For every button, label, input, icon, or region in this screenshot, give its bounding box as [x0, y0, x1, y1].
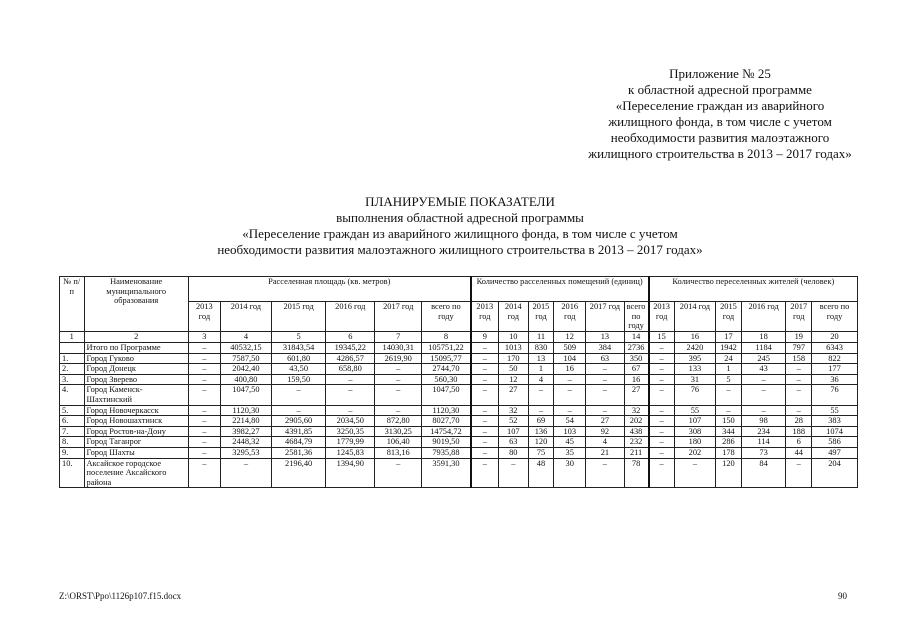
column-number: 4	[220, 332, 271, 343]
table-cell: 28	[786, 416, 812, 427]
table-cell: 438	[624, 426, 649, 437]
header-year-area: 2015 год	[271, 302, 325, 332]
table-cell: 103	[554, 426, 586, 437]
title-line: необходимости развития малоэтажного жилищного строительства в 2013 – 2017 годах»	[217, 242, 703, 257]
row-number: 1.	[60, 353, 85, 364]
table-row	[60, 405, 858, 416]
table-cell: 7587,50	[220, 353, 271, 364]
column-number: 17	[716, 332, 742, 343]
column-number: 6	[326, 332, 375, 343]
table-cell: 3130,25	[375, 426, 422, 437]
table-row	[60, 364, 858, 375]
table-cell: 2214,80	[220, 416, 271, 427]
table-cell: 6	[786, 437, 812, 448]
table-cell: 2448,32	[220, 437, 271, 448]
table-cell: 3982,27	[220, 426, 271, 437]
column-number: 15	[649, 332, 675, 343]
table-cell: 1	[528, 364, 554, 375]
table-cell: –	[188, 405, 220, 416]
table-cell: 395	[674, 353, 716, 364]
table-cell: 202	[674, 447, 716, 458]
header-year-people: всего по году	[812, 302, 858, 332]
table-cell: 105751,22	[422, 343, 471, 354]
table-cell: 78	[624, 458, 649, 488]
table-cell: –	[741, 385, 786, 405]
table-cell: 1120,30	[220, 405, 271, 416]
municipality-name: Город Таганрог	[84, 437, 188, 448]
table-cell: 2736	[624, 343, 649, 354]
table-cell: –	[649, 374, 675, 385]
table-cell: 158	[786, 353, 812, 364]
table-cell: 104	[554, 353, 586, 364]
table-cell: –	[786, 364, 812, 375]
table-cell: –	[716, 385, 742, 405]
table-cell: 383	[812, 416, 858, 427]
table-cell: 27	[624, 385, 649, 405]
appendix-line: Приложение № 25	[669, 66, 771, 81]
table-cell: 2619,90	[375, 353, 422, 364]
header-year-rooms: 2013 год	[471, 302, 499, 332]
table-cell: 286	[716, 437, 742, 448]
table-cell: 3250,35	[326, 426, 375, 437]
table-cell: 50	[498, 364, 528, 375]
municipality-name: Город Зверево	[84, 374, 188, 385]
table-row	[60, 416, 858, 427]
table-cell: –	[188, 416, 220, 427]
header-year-people: 2016 год	[741, 302, 786, 332]
table-cell: 822	[812, 353, 858, 364]
table-cell: 1184	[741, 343, 786, 354]
table-row	[60, 447, 858, 458]
table-row	[60, 437, 858, 448]
footer-page-number: 90	[838, 591, 847, 601]
table-cell: 4286,57	[326, 353, 375, 364]
table-cell: 872,80	[375, 416, 422, 427]
column-number: 18	[741, 332, 786, 343]
table-cell: 5	[716, 374, 742, 385]
table-cell: 32	[624, 405, 649, 416]
table-cell: 35	[554, 447, 586, 458]
table-cell: 2581,36	[271, 447, 325, 458]
municipality-name: Город Шахты	[84, 447, 188, 458]
table-cell: –	[741, 374, 786, 385]
municipality-name: Город Гуково	[84, 353, 188, 364]
table-cell: 32	[498, 405, 528, 416]
table-cell: 1047,50	[422, 385, 471, 405]
table-cell: 75	[528, 447, 554, 458]
column-number: 10	[498, 332, 528, 343]
column-number: 9	[471, 332, 499, 343]
table-cell: 14754,72	[422, 426, 471, 437]
table-cell: 6343	[812, 343, 858, 354]
column-number: 12	[554, 332, 586, 343]
table-cell: 52	[498, 416, 528, 427]
appendix-header	[520, 66, 905, 162]
municipality-name: Город Новочеркасск	[84, 405, 188, 416]
table-cell: –	[786, 405, 812, 416]
table-cell: –	[220, 458, 271, 488]
table-row	[60, 374, 858, 385]
table-cell: –	[741, 405, 786, 416]
table-cell: 497	[812, 447, 858, 458]
table-cell: –	[375, 385, 422, 405]
header-area: Расселенная площадь (кв. метров)	[188, 277, 470, 302]
table-cell: 177	[812, 364, 858, 375]
appendix-line: необходимости развития малоэтажного	[610, 130, 830, 145]
table-cell: 136	[528, 426, 554, 437]
table-cell: 8027,70	[422, 416, 471, 427]
column-number: 5	[271, 332, 325, 343]
header-people: Количество переселенных жителей (человек)	[649, 277, 858, 302]
table-cell: –	[786, 385, 812, 405]
table-cell: –	[649, 458, 675, 488]
table-cell: 2042,40	[220, 364, 271, 375]
table-cell: –	[188, 385, 220, 405]
table-cell: 1942	[716, 343, 742, 354]
table-cell: –	[498, 458, 528, 488]
table-cell: 188	[786, 426, 812, 437]
table-cell: 54	[554, 416, 586, 427]
table-cell: 560,30	[422, 374, 471, 385]
column-number: 3	[188, 332, 220, 343]
table-cell: –	[471, 385, 499, 405]
table-cell: 9019,50	[422, 437, 471, 448]
table-cell: –	[471, 405, 499, 416]
table-cell: 400,80	[220, 374, 271, 385]
row-number: 10.	[60, 458, 85, 488]
table-cell: –	[271, 385, 325, 405]
table-cell: 178	[716, 447, 742, 458]
table-cell: –	[188, 374, 220, 385]
table-cell: 27	[498, 385, 528, 405]
table-cell: 73	[741, 447, 786, 458]
table-cell: 27	[586, 416, 624, 427]
table-cell: –	[326, 405, 375, 416]
table-cell: 14030,31	[375, 343, 422, 354]
table-cell: –	[471, 353, 499, 364]
table-cell: 45	[554, 437, 586, 448]
table-cell: 16	[624, 374, 649, 385]
table-cell: 601,80	[271, 353, 325, 364]
table-cell: –	[471, 416, 499, 427]
header-year-rooms: всего по году	[624, 302, 649, 332]
column-number: 14	[624, 332, 649, 343]
table-cell: 2196,40	[271, 458, 325, 488]
table-cell: –	[649, 353, 675, 364]
table-cell: 4684,79	[271, 437, 325, 448]
table-cell: –	[649, 437, 675, 448]
appendix-line: жилищного строительства в 2013 – 2017 годах»	[588, 146, 852, 161]
row-number: 5.	[60, 405, 85, 416]
table-cell: –	[188, 353, 220, 364]
table-cell: 55	[812, 405, 858, 416]
table-cell: –	[375, 458, 422, 488]
header-year-area: 2016 год	[326, 302, 375, 332]
table-cell: –	[188, 426, 220, 437]
table-cell: 658,80	[326, 364, 375, 375]
row-number: 3.	[60, 374, 85, 385]
table-cell: 76	[674, 385, 716, 405]
table-cell: 7935,88	[422, 447, 471, 458]
table-cell: 107	[498, 426, 528, 437]
column-number: 8	[422, 332, 471, 343]
table-cell: –	[786, 374, 812, 385]
table-cell: 344	[716, 426, 742, 437]
header-year-people: 2013 год	[649, 302, 675, 332]
header-num: № п/п	[60, 277, 85, 332]
table-cell: 36	[812, 374, 858, 385]
table-cell: –	[528, 385, 554, 405]
header-year-area: 2014 год	[220, 302, 271, 332]
table-cell: –	[674, 458, 716, 488]
table-cell: –	[471, 458, 499, 488]
table-cell: 150	[716, 416, 742, 427]
table-cell: 107	[674, 416, 716, 427]
table-cell: 797	[786, 343, 812, 354]
table-cell: 2905,60	[271, 416, 325, 427]
column-number: 16	[674, 332, 716, 343]
table-cell: –	[471, 447, 499, 458]
column-number: 20	[812, 332, 858, 343]
document-title	[130, 194, 790, 258]
table-cell: –	[554, 385, 586, 405]
table-row	[60, 343, 858, 354]
table-cell: –	[375, 364, 422, 375]
table-cell: –	[649, 426, 675, 437]
row-number: 7.	[60, 426, 85, 437]
table-cell: –	[471, 343, 499, 354]
table-cell: 202	[624, 416, 649, 427]
table-cell: 2034,50	[326, 416, 375, 427]
table-cell: 586	[812, 437, 858, 448]
table-cell: –	[649, 343, 675, 354]
table-cell: 245	[741, 353, 786, 364]
table-cell: –	[471, 426, 499, 437]
table-cell: –	[554, 374, 586, 385]
header-year-people: 2017 год	[786, 302, 812, 332]
table-cell: –	[649, 405, 675, 416]
header-year-people: 2014 год	[674, 302, 716, 332]
header-year-rooms: 2016 год	[554, 302, 586, 332]
table-cell: 40532,15	[220, 343, 271, 354]
table-cell: 4	[586, 437, 624, 448]
column-number: 7	[375, 332, 422, 343]
table-cell: 308	[674, 426, 716, 437]
row-number: 6.	[60, 416, 85, 427]
table-cell: 84	[741, 458, 786, 488]
table-cell: 2420	[674, 343, 716, 354]
table-cell: –	[375, 405, 422, 416]
table-cell: –	[326, 385, 375, 405]
table-cell: 232	[624, 437, 649, 448]
table-cell: 180	[674, 437, 716, 448]
table-cell: –	[786, 458, 812, 488]
table-cell: 69	[528, 416, 554, 427]
column-number: 2	[84, 332, 188, 343]
table-cell: –	[188, 437, 220, 448]
header-year-area: 2017 год	[375, 302, 422, 332]
table-cell: 1120,30	[422, 405, 471, 416]
table-cell: –	[586, 374, 624, 385]
table-cell: –	[586, 405, 624, 416]
table-cell: 509	[554, 343, 586, 354]
table-cell: 4391,85	[271, 426, 325, 437]
indicators-table-wrap	[59, 276, 858, 488]
table-cell: –	[188, 364, 220, 375]
table-cell: –	[188, 458, 220, 488]
table-cell: 159,50	[271, 374, 325, 385]
table-cell: 30	[554, 458, 586, 488]
table-cell: 12	[498, 374, 528, 385]
table-cell: 350	[624, 353, 649, 364]
table-cell: –	[586, 364, 624, 375]
table-cell: 3591,30	[422, 458, 471, 488]
table-cell: –	[471, 374, 499, 385]
table-cell: 4	[528, 374, 554, 385]
table-cell: 15095,77	[422, 353, 471, 364]
table-cell: –	[649, 385, 675, 405]
table-row	[60, 458, 858, 488]
header-name: Наименование муниципального образования	[84, 277, 188, 332]
row-number	[60, 343, 85, 354]
table-row	[60, 385, 858, 405]
table-cell: 43	[741, 364, 786, 375]
table-cell: –	[649, 447, 675, 458]
row-number: 4.	[60, 385, 85, 405]
table-cell: 1779,99	[326, 437, 375, 448]
table-cell: –	[586, 385, 624, 405]
table-cell: 813,16	[375, 447, 422, 458]
table-cell: 13	[528, 353, 554, 364]
header-rooms: Количество расселенных помещений (единиц)	[471, 277, 649, 302]
table-cell: 170	[498, 353, 528, 364]
table-cell: 16	[554, 364, 586, 375]
table-cell: 63	[498, 437, 528, 448]
appendix-line: жилищного фонда, в том числе с учетом	[608, 114, 832, 129]
table-cell: 1394,90	[326, 458, 375, 488]
table-cell: –	[326, 374, 375, 385]
table-cell: 80	[498, 447, 528, 458]
table-cell: 43,50	[271, 364, 325, 375]
municipality-name: Итого по Программе	[84, 343, 188, 354]
table-cell: –	[188, 447, 220, 458]
table-cell: 76	[812, 385, 858, 405]
municipality-name: Аксайское городское поселение Аксайского района	[84, 458, 188, 488]
column-number: 11	[528, 332, 554, 343]
table-row	[60, 426, 858, 437]
table-cell: 55	[674, 405, 716, 416]
table-cell: 234	[741, 426, 786, 437]
table-cell: –	[649, 416, 675, 427]
row-number: 9.	[60, 447, 85, 458]
municipality-name: Город Ростов-на-Дону	[84, 426, 188, 437]
table-cell: 21	[586, 447, 624, 458]
table-cell: –	[375, 374, 422, 385]
table-cell: 24	[716, 353, 742, 364]
table-cell: –	[554, 405, 586, 416]
table-cell: 120	[716, 458, 742, 488]
title-line: «Переселение граждан из аварийного жилищного фонда, в том числе с учетом	[242, 226, 678, 241]
header-year-area: всего по году	[422, 302, 471, 332]
table-row	[60, 353, 858, 364]
row-number: 2.	[60, 364, 85, 375]
table-cell: 1013	[498, 343, 528, 354]
column-number: 1	[60, 332, 85, 343]
table-cell: –	[471, 364, 499, 375]
column-number: 13	[586, 332, 624, 343]
header-year-people: 2015 год	[716, 302, 742, 332]
table-cell: 44	[786, 447, 812, 458]
table-cell: –	[271, 405, 325, 416]
table-cell: –	[471, 437, 499, 448]
municipality-name: Город Донецк	[84, 364, 188, 375]
table-cell: 63	[586, 353, 624, 364]
title-line: выполнения областной адресной программы	[336, 210, 584, 225]
appendix-line: к областной адресной программе	[628, 82, 812, 97]
table-cell: 3295,53	[220, 447, 271, 458]
table-cell: –	[586, 458, 624, 488]
table-cell: 106,40	[375, 437, 422, 448]
table-cell: –	[528, 405, 554, 416]
table-cell: 92	[586, 426, 624, 437]
table-cell: 67	[624, 364, 649, 375]
appendix-line: «Переселение граждан из аварийного	[615, 98, 825, 113]
header-year-rooms: 2017 год	[586, 302, 624, 332]
column-number: 19	[786, 332, 812, 343]
table-cell: 830	[528, 343, 554, 354]
table-cell: 204	[812, 458, 858, 488]
table-cell: 1245,83	[326, 447, 375, 458]
title-line: ПЛАНИРУЕМЫЕ ПОКАЗАТЕЛИ	[365, 194, 555, 209]
table-cell: 31843,54	[271, 343, 325, 354]
table-cell: –	[649, 364, 675, 375]
municipality-name: Город Новошахтинск	[84, 416, 188, 427]
table-cell: 98	[741, 416, 786, 427]
table-cell: 48	[528, 458, 554, 488]
header-year-area: 2013 год	[188, 302, 220, 332]
table-cell: 133	[674, 364, 716, 375]
table-cell: 1047,50	[220, 385, 271, 405]
row-number: 8.	[60, 437, 85, 448]
table-cell: –	[188, 343, 220, 354]
indicators-table	[59, 276, 858, 488]
table-cell: 120	[528, 437, 554, 448]
municipality-name: Город Каменск-Шахтинский	[84, 385, 188, 405]
table-cell: 1074	[812, 426, 858, 437]
table-cell: 19345,22	[326, 343, 375, 354]
footer-file-path: Z:\ORST\Ppo\1126p107.f15.docx	[59, 591, 182, 601]
table-cell: –	[716, 405, 742, 416]
table-cell: 114	[741, 437, 786, 448]
table-cell: 2744,70	[422, 364, 471, 375]
table-cell: 384	[586, 343, 624, 354]
table-cell: 211	[624, 447, 649, 458]
table-cell: 31	[674, 374, 716, 385]
table-cell: 1	[716, 364, 742, 375]
header-year-rooms: 2014 год	[498, 302, 528, 332]
header-year-rooms: 2015 год	[528, 302, 554, 332]
